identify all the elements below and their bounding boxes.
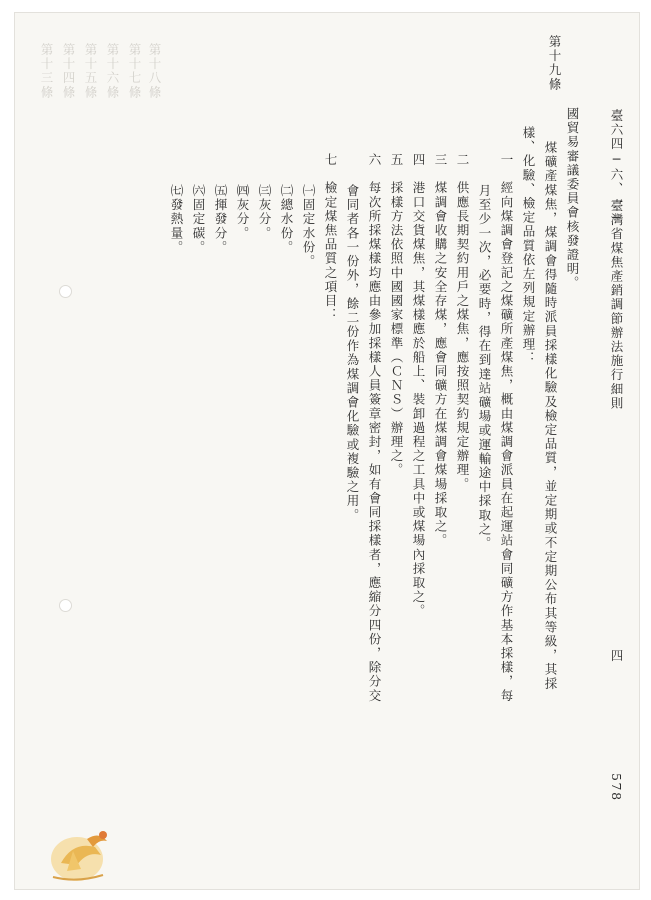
text-line: 五 採樣方法依照中國國家標準（ＣＮＳ）辦理之。 bbox=[389, 153, 404, 478]
page-title: 臺灣省煤焦產銷調節辦法施行細則 bbox=[609, 199, 624, 411]
text-line: 國貿易審議委員會核發證明。 bbox=[565, 107, 580, 291]
ghost-column: 第十七條 bbox=[127, 43, 142, 100]
punch-hole-bottom bbox=[59, 599, 72, 612]
ghost-column: 第十六條 bbox=[105, 43, 120, 100]
text-line: 會同者各一份外，餘二份作為煤調會化驗或複驗之用。 bbox=[345, 184, 360, 523]
ghost-column: 第十八條 bbox=[147, 43, 162, 100]
ghost-column: 第十五條 bbox=[83, 43, 98, 100]
header-doc-code: 臺六四─六、一─ bbox=[609, 109, 624, 227]
text-line: 六 每次所採煤樣均應由參加採樣人員簽章密封，如有會同採樣者，應縮分四份，除分交 bbox=[367, 153, 382, 703]
library-seal-icon bbox=[43, 821, 121, 889]
text-line: 二 供應長期契約用戶之煤焦，應按照契約規定辦理。 bbox=[455, 153, 470, 492]
text-line: 月至少一次，必要時，得在到達站礦場或運輸途中採取之。 bbox=[477, 184, 492, 551]
text-line: 三 煤調會收購之安全存煤，應會同礦方在煤調會煤場採取之。 bbox=[433, 153, 448, 548]
text-line: ㈤揮發分。 bbox=[213, 184, 228, 255]
text-line: ㈠固定水份。 bbox=[301, 184, 316, 269]
text-line: 四 港口交貨煤焦，其煤樣應於船上、裝卸過程之工具中或煤場內採取之。 bbox=[411, 153, 426, 619]
text-line: 七 檢定煤焦品質之項目： bbox=[323, 153, 338, 323]
page-number-chinese: 四 bbox=[609, 649, 624, 664]
document-page bbox=[14, 12, 640, 890]
text-line: ㈦發熱量。 bbox=[169, 184, 184, 255]
ghost-column: 第十四條 bbox=[61, 43, 76, 100]
punch-hole-top bbox=[59, 285, 72, 298]
ghost-column: 第十三條 bbox=[39, 43, 54, 100]
text-line: 一 經向煤調會登記之煤礦所產煤焦，概由煤調會派員在起運站會同礦方作基本採樣，每 bbox=[499, 153, 514, 703]
text-line: ㈢灰分。 bbox=[257, 184, 272, 241]
text-line: 樣、化驗、檢定品質依左列規定辦理： bbox=[521, 126, 536, 366]
text-line: 煤礦產煤焦，煤調會得隨時派員採樣化驗及檢定品質，並定期或不定期公布其等級，其採 bbox=[543, 141, 558, 691]
text-line: ㈡總水份。 bbox=[279, 184, 294, 255]
page-number: 578 bbox=[609, 773, 624, 802]
article-heading: 第十九條 bbox=[547, 35, 562, 92]
text-line: ㈥固定碳。 bbox=[191, 184, 206, 255]
text-line: ㈣灰分。 bbox=[235, 184, 250, 241]
